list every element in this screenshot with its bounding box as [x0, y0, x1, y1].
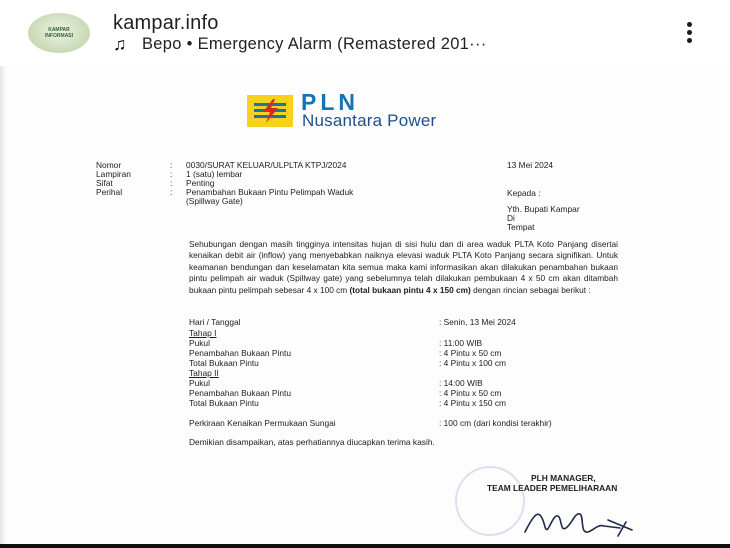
pln-logo-mark — [247, 95, 293, 127]
pukul-label: Pukul — [189, 378, 210, 388]
sifat-label: Sifat — [96, 178, 113, 188]
hari-value: : Senin, 13 Mei 2024 — [439, 317, 516, 327]
handwritten-signature — [520, 502, 640, 542]
music-note-icon: ♫ — [113, 34, 127, 54]
perkiraan-value: : 100 cm (dari kondisi terakhir) — [439, 418, 552, 428]
sifat-value: Penting — [186, 178, 215, 188]
colon: : — [170, 178, 173, 188]
penambahan-1-value: : 4 Pintu x 50 cm — [439, 348, 502, 358]
total-label: Total Bukaan Pintu — [189, 398, 259, 408]
closing-sentence: Demikian disampaikan, atas perhatiannya diucapkan terima kasih. — [189, 437, 435, 447]
penambahan-label: Penambahan Bukaan Pintu — [189, 348, 291, 358]
more-options-button[interactable] — [676, 20, 702, 46]
account-username[interactable]: kampar.info — [113, 12, 219, 34]
tahap-2-heading: Tahap II — [189, 368, 219, 378]
letter-date: 13 Mei 2024 — [507, 160, 554, 170]
lampiran-value: 1 (satu) lembar — [186, 169, 243, 179]
signatory-title-2: TEAM LEADER PEMELIHARAAN — [487, 483, 618, 493]
pukul-label: Pukul — [189, 338, 210, 348]
lightning-icon — [251, 98, 289, 124]
letter-body-paragraph: Sehubungan dengan masih tingginya intensitas hujan di sisi hulu dan di area waduk PLTA Koto Panjang disertai kenaikan debit air (inflow) yang menyebabkan naiknya elevasi waduk PLTA Koto Panjang secara signifikan. Untuk keamanan bendungan dan keselamatan kita semua maka kami informasikan akan dilakukan penambahan bukaan pintu pelimpah air waduk (Spillway gate) yang sebelumnya telah dilakukan pembukaan 4 x 50 cm akan ditambah bukaan pintu pelimpah sebesar 4 x 100 cm (total bukaan pintu 4 x 150 cm) dengan rincian sebagai berikut : — [189, 239, 618, 295]
signatory-title-1: PLH MANAGER, — [531, 473, 596, 483]
total-2-value: : 4 Pintu x 150 cm — [439, 398, 507, 408]
lampiran-label: Lampiran — [96, 169, 131, 179]
bold-total: (total bukaan pintu 4 x 150 cm) — [349, 284, 471, 295]
total-1-value: : 4 Pintu x 100 cm — [439, 358, 507, 368]
pukul-2-value: : 14:00 WIB — [439, 378, 483, 388]
hari-label: Hari / Tanggal — [189, 317, 241, 327]
penambahan-label: Penambahan Bukaan Pintu — [189, 388, 291, 398]
tahap-1-heading: Tahap I — [189, 328, 217, 338]
colon: : — [170, 169, 173, 179]
perihal-value: Penambahan Bukaan Pintu Pelimpah Waduk — [186, 187, 354, 197]
avatar-text: KAMPAR INFORMASI — [44, 27, 74, 39]
letter-photo[interactable] — [0, 66, 730, 548]
recipient-line-2: Di — [507, 213, 515, 223]
recipient-line-1: Yth. Bupati Kampar — [507, 204, 580, 214]
pukul-1-value: : 11:00 WIB — [439, 338, 483, 348]
penambahan-2-value: : 4 Pintu x 50 cm — [439, 388, 502, 398]
account-avatar[interactable] — [28, 13, 90, 53]
colon: : — [170, 160, 173, 170]
audio-track-title[interactable]: Bepo • Emergency Alarm (Remastered 201··· — [142, 35, 487, 53]
brand-subname: Nusantara Power — [302, 111, 437, 130]
recipient-line-3: Tempat — [507, 222, 535, 232]
perihal-value-2: (Spillway Gate) — [186, 196, 243, 206]
colon: : — [170, 187, 173, 197]
kepada-label: Kepada : — [507, 188, 541, 198]
perihal-label: Perihal — [96, 187, 123, 197]
brand-name: PLN — [301, 89, 359, 115]
total-label: Total Bukaan Pintu — [189, 358, 259, 368]
faded-stamp — [455, 466, 525, 536]
nomor-value: 0030/SURAT KELUAR/ULPLTA KTPJ/2024 — [186, 160, 347, 170]
post-header — [0, 0, 730, 66]
nomor-label: Nomor — [96, 160, 122, 170]
perkiraan-label: Perkiraan Kenaikan Permukaan Sungai — [189, 418, 336, 428]
bottom-edge-bar — [0, 544, 730, 548]
more-vertical-icon — [687, 22, 692, 27]
